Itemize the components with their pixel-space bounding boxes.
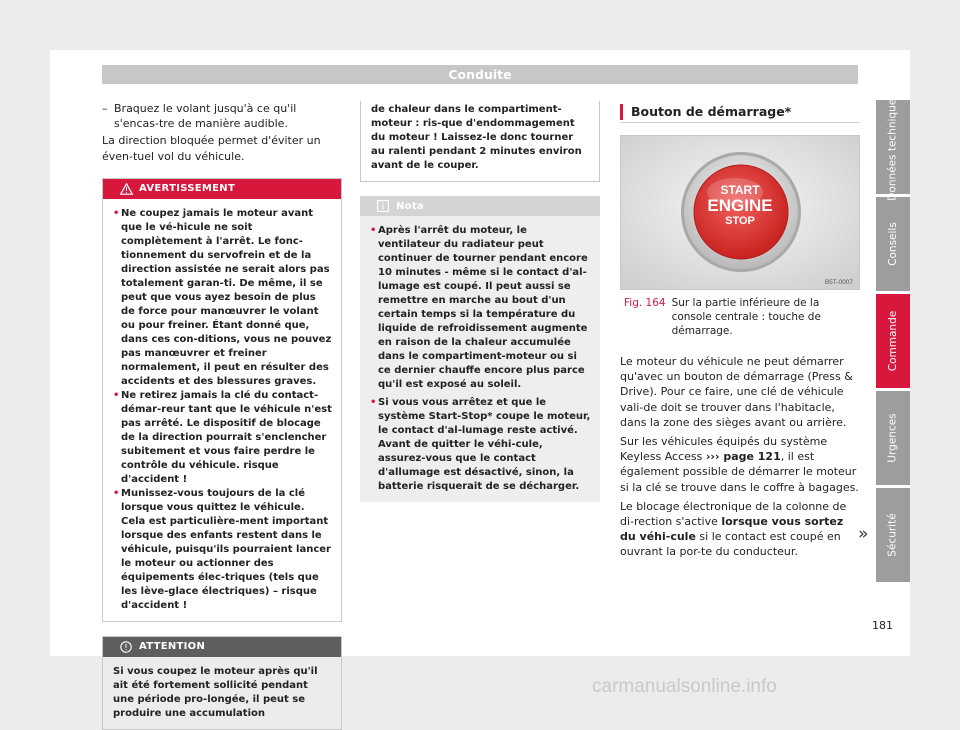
tab-label: Données techniques bbox=[887, 93, 899, 201]
figure-caption bbox=[620, 296, 860, 338]
attention-circle-icon bbox=[119, 640, 133, 653]
warning-text: Ne coupez jamais le moteur avant que le vé-hicule ne soit complètement à l'arrêt. Le fonc-tionnement du servofrein et de la direction assistée ne serait alors pas totalement garan-ti. De même, il se peut que vous ayez besoin de plus de force pour manœuvrer le volant ou pour freiner. Étant donné que, dans ces con-ditions, vous ne pouvez pas manœuvrer et freiner normalement, il peut en résulter des accidents et des blessures graves. bbox=[121, 207, 332, 387]
tab-label: Commande bbox=[887, 310, 899, 372]
attention-header bbox=[103, 637, 341, 657]
paragraph-text: Le blocage électronique de la colonne de di-rection s'active bbox=[620, 499, 847, 529]
page-header: Conduite bbox=[102, 65, 858, 84]
tab-urgences[interactable] bbox=[876, 391, 910, 485]
nota-box bbox=[360, 196, 600, 502]
attention-box-continued bbox=[360, 101, 600, 182]
tab-label: Sécurité bbox=[887, 513, 899, 557]
button-label-stop: STOP bbox=[725, 215, 755, 227]
paragraph: La direction bloquée permet d'éviter un éven-tuel vol du véhicule. bbox=[102, 134, 321, 163]
warning-header bbox=[103, 179, 341, 199]
warning-text: Ne retirez jamais la clé du contact-démar-reur tant que le véhicule n'est pas arrêté. Le dispositif de blocage de la direction pourrait s'enclencher subitement et vous faire perdre le contrôle du véhicule. risque d'accident ! bbox=[121, 389, 332, 485]
paragraph-text: si le contact est coupé en ouvrant la por-te du conducteur. bbox=[620, 530, 841, 559]
tab-securite[interactable] bbox=[876, 488, 910, 582]
warning-title: AVERTISSEMENT bbox=[139, 183, 236, 195]
info-icon bbox=[376, 200, 390, 213]
chapter-tabs bbox=[876, 93, 910, 585]
tab-label: Urgences bbox=[887, 413, 899, 463]
page-link[interactable]: ››› page 121 bbox=[705, 450, 781, 464]
watermark: carmanualsonline.info bbox=[592, 676, 777, 697]
page-number: 181 bbox=[872, 619, 893, 632]
accent-bar bbox=[620, 104, 623, 120]
attention-title: ATTENTION bbox=[139, 641, 206, 653]
section-heading bbox=[620, 101, 860, 123]
button-label-engine: ENGINE bbox=[707, 196, 773, 215]
dash-text: Braquez le volant jusqu'à ce qu'il s'encas-tre de manière audible. bbox=[114, 102, 297, 131]
attention-body: Si vous coupez le moteur après qu'il ait été fortement sollicité pendant une période pro-longée, il peut se produire une accumulation bbox=[113, 665, 318, 719]
nota-text: Si vous vous arrêtez et que le système Start-Stop* coupe le moteur, le contact d'al-lumage reste activé. Avant de quitter le véhi-cule, assurez-vous que le contact d'allumage est désactivé, sinon, la batterie risquerait de se décharger. bbox=[378, 397, 591, 492]
paragraph-text: , il est également possible de démarrer le moteur si la clé se trouve dans le coffre à bagages. bbox=[620, 450, 859, 494]
nota-title: Nota bbox=[396, 200, 424, 212]
list-item: • Après l'arrêt du moteur, le ventilateur du radiateur peut continuer de tourner pendant encore 10 minutes - même si le contact d'al-lumage est coupé. Il peut aussi se remettre en marche au bout d'un certain temps si la température du liquide de refroidissement augmente en raison de la chaleur accumulée dans le compartiment-moteur ou si ce dernier chauffe encore plus parce qu'il est exposé au soleil. bbox=[370, 224, 591, 392]
warning-box bbox=[102, 178, 342, 622]
paragraph-text: Sur les véhicules équipés du système Keyless Access bbox=[620, 435, 828, 464]
column-left bbox=[102, 101, 342, 730]
figure-label: Fig. 164 bbox=[624, 297, 666, 309]
start-button-figure bbox=[620, 135, 860, 290]
nota-text: Après l'arrêt du moteur, le ventilateur du radiateur peut continuer de tourner pendant encore 10 minutes - même si le contact d'al-lumage est coupé. Il peut aussi se remettre en marche au bout d'un certain temps si la température du liquide de refroidissement augmente en raison de la chaleur accumulée dans le compartiment-moteur ou si ce dernier chauffe encore plus parce qu'il est exposé au soleil. bbox=[378, 225, 588, 390]
continue-arrow-icon: » bbox=[858, 524, 869, 544]
list-item: • Ne retirez jamais la clé du contact-démar-reur tant que le véhicule n'est pas arrêté. Le dispositif de blocage de la direction pourrait s'enclencher subitement et vous faire perdre le contrôle du véhicule. risque d'accident ! bbox=[113, 389, 332, 485]
attention-continued-text: de chaleur dans le compartiment-moteur : ris-que d'endommagement du moteur ! Laissez-le donc tourner au ralenti pendant 2 minutes environ avant de le couper. bbox=[371, 104, 582, 171]
attention-box bbox=[102, 636, 342, 730]
tab-donnees-techniques[interactable] bbox=[876, 93, 910, 201]
nota-header bbox=[360, 196, 600, 216]
nota-body bbox=[360, 216, 600, 502]
figure-code: B5T-0007 bbox=[824, 279, 853, 286]
button-label-start: START bbox=[720, 183, 760, 197]
list-item: • Si vous vous arrêtez et que le système Start-Stop* coupe le moteur, le contact d'al-lumage reste activé. Avant de quitter le véhi-cule, assurez-vous que le contact d'allumage est désactivé, sinon, la batterie risquerait de se décharger. bbox=[370, 397, 591, 492]
column-right bbox=[620, 101, 860, 560]
paragraph: Le moteur du véhicule ne peut démarrer qu'avec un bouton de démarrage (Press & Drive). Pour ce faire, une clé de véhicule vali-de doit se trouver dans l'habitacle, dans la zone des sièges avant ou arrière. bbox=[620, 355, 853, 429]
tab-conseils[interactable] bbox=[876, 197, 910, 291]
warning-text: Munissez-vous toujours de la clé lorsque vous quittez le véhicule. Cela est particulière-ment important lorsque des enfants restent dans le véhicule, puisqu'ils pourraient lancer le moteur ou actionner des équipements élec-triques (tels que les lève-glace électriques) – risque d'accident ! bbox=[121, 487, 331, 611]
column-middle bbox=[360, 101, 600, 502]
tab-commande[interactable] bbox=[876, 294, 910, 388]
dash-item: – Braquez le volant jusqu'à ce qu'il s'encas-tre de manière audible. bbox=[102, 101, 342, 131]
list-item: • Ne coupez jamais le moteur avant que le vé-hicule ne soit complètement à l'arrêt. Le fonc-tionnement du servofrein et de la direction assistée ne serait alors pas totalement garan-ti. De même, il se peut que vous ayez besoin de plus de force pour manœuvrer le volant ou pour freiner. Étant donné que, dans ces con-ditions, vous ne pouvez pas manœuvrer et freiner normalement, il peut en résulter des accidents et des blessures graves. bbox=[113, 207, 332, 387]
caption-text: Sur la partie inférieure de la console centrale : touche de démarrage. bbox=[671, 297, 821, 337]
warning-body bbox=[103, 199, 341, 621]
warning-triangle-icon bbox=[119, 182, 133, 195]
button-text bbox=[621, 184, 859, 227]
tab-label: Conseils bbox=[887, 222, 899, 266]
paragraph bbox=[620, 499, 860, 560]
section-title: Bouton de démarrage* bbox=[631, 104, 792, 119]
paragraph bbox=[620, 434, 860, 495]
paragraph-bold: lorsque vous sortez du véhi-cule bbox=[620, 515, 844, 544]
list-item: • Munissez-vous toujours de la clé lorsque vous quittez le véhicule. Cela est particulière-ment important lorsque des enfants restent dans le véhicule, puisqu'ils pourraient lancer le moteur ou actionner des équipements élec-triques (tels que les lève-glace électriques) – risque d'accident ! bbox=[113, 487, 331, 611]
